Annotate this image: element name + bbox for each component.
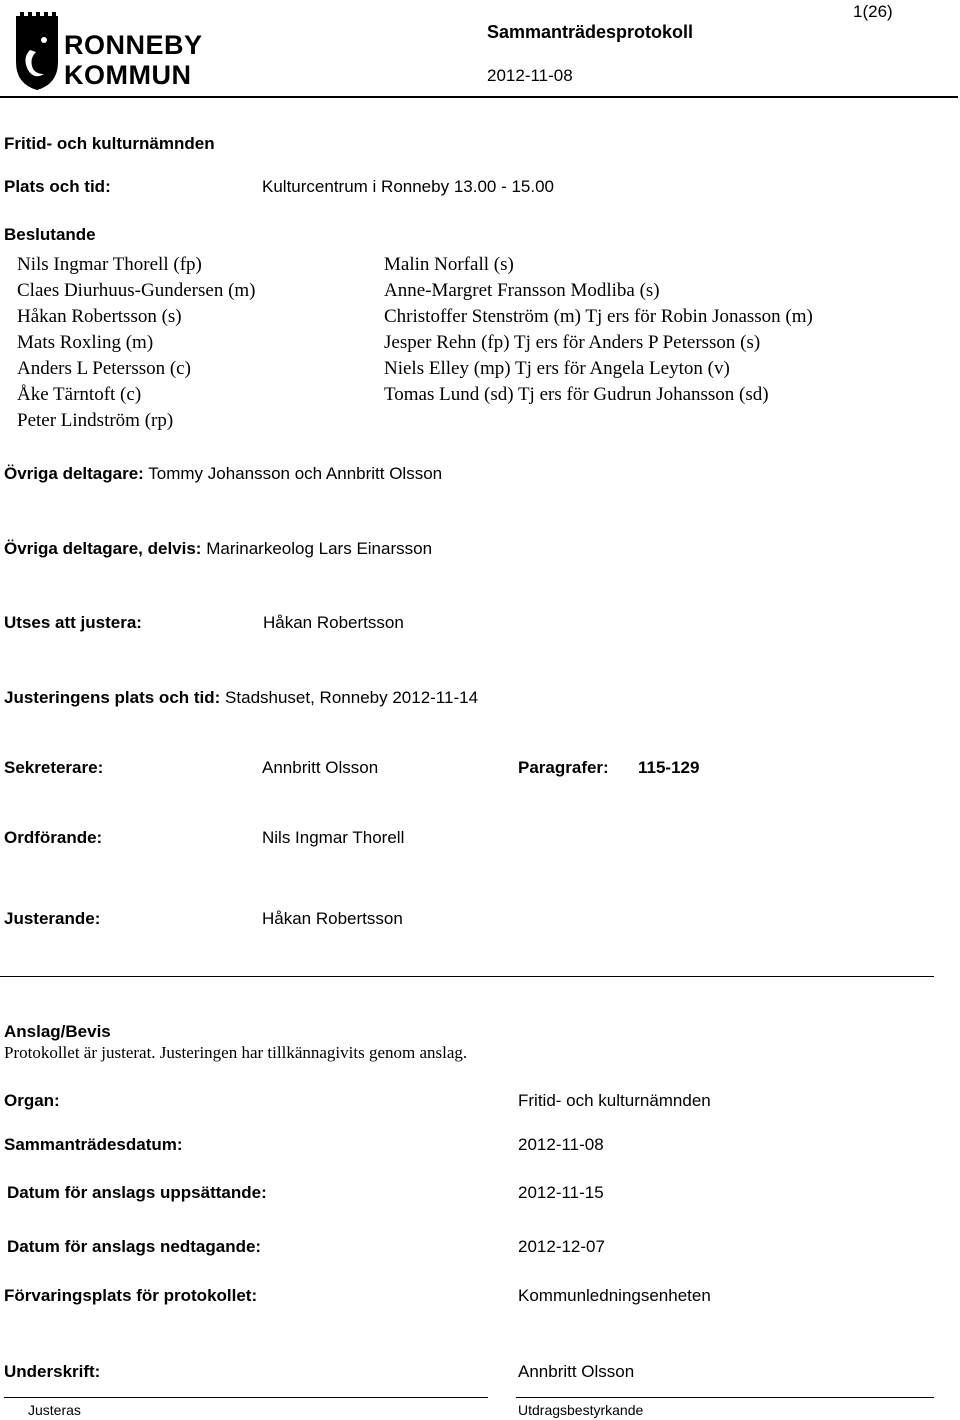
- list-item: Anne-Margret Fransson Modliba (s): [384, 280, 660, 301]
- coat-of-arms-icon: [12, 10, 62, 92]
- appointed-verify-label: Utses att justera:: [4, 613, 142, 632]
- page-number: 1(26): [853, 2, 893, 21]
- meeting-date-label: Sammanträdesdatum:: [4, 1135, 183, 1154]
- secretary-label: Sekreterare:: [4, 758, 104, 777]
- list-item: Anders L Petersson (c): [17, 358, 191, 379]
- logo-line-1: RONNEBY: [64, 30, 203, 60]
- deciding-left-list: [17, 252, 256, 434]
- removed-label: Datum för anslags nedtagande:: [7, 1237, 262, 1256]
- list-item: Tomas Lund (sd) Tj ers för Gudrun Johansson (sd): [384, 384, 769, 405]
- verifier-value: Håkan Robertsson: [262, 909, 403, 928]
- ronneby-logo: [12, 10, 227, 92]
- deciding-heading: Beslutande: [4, 225, 96, 244]
- verification-place-label: Justeringens plats och tid:: [4, 688, 221, 707]
- footer-verify-label: Justeras: [28, 1402, 81, 1418]
- list-item: Åke Tärntoft (c): [17, 384, 142, 405]
- list-item: Nils Ingmar Thorell (fp): [17, 254, 202, 275]
- signature-rule-right: [516, 1397, 934, 1398]
- notice-text: Protokollet är justerat. Justeringen har tillkännagivits genom anslag.: [4, 1043, 468, 1062]
- other-participants-partly-value: Marinarkeolog Lars Einarsson: [206, 539, 433, 558]
- list-item: Malin Norfall (s): [384, 254, 514, 275]
- list-item: Christoffer Stenström (m) Tj ers för Robin Jonasson (m): [384, 306, 813, 327]
- removed-value: 2012-12-07: [518, 1237, 605, 1256]
- verification-place-value: Stadshuset, Ronneby 2012-11-14: [225, 688, 479, 707]
- secretary-value: Annbritt Olsson: [262, 758, 379, 777]
- paragraphs-value: 115-129: [638, 758, 700, 777]
- section-rule: [0, 976, 934, 977]
- verification-place: [4, 688, 478, 708]
- other-participants-label: Övriga deltagare:: [4, 464, 144, 483]
- logo-line-2: KOMMUN: [64, 60, 192, 90]
- list-item: Niels Elley (mp) Tj ers för Angela Leyton (v): [384, 358, 730, 379]
- paragraphs-label: Paragrafer:: [518, 758, 609, 777]
- signature-rule-left: [4, 1397, 488, 1398]
- place-time-label: Plats och tid:: [4, 177, 111, 196]
- list-item: Mats Roxling (m): [17, 332, 154, 353]
- other-participants-partly: [4, 539, 432, 559]
- storage-label: Förvaringsplats för protokollet:: [4, 1286, 258, 1305]
- chair-value: Nils Ingmar Thorell: [262, 828, 405, 847]
- document-date: 2012-11-08: [487, 66, 573, 85]
- deciding-right-list: [384, 252, 813, 408]
- other-participants-partly-label: Övriga deltagare, delvis:: [4, 539, 202, 558]
- signature-value: Annbritt Olsson: [518, 1362, 635, 1381]
- list-item: Peter Lindström (rp): [17, 410, 174, 431]
- list-item: Jesper Rehn (fp) Tj ers för Anders P Petersson (s): [384, 332, 761, 353]
- chair-label: Ordförande:: [4, 828, 103, 847]
- signature-label: Underskrift:: [4, 1362, 101, 1381]
- other-participants-value: Tommy Johansson och Annbritt Olsson: [148, 464, 443, 483]
- notice-heading: Anslag/Bevis: [4, 1022, 111, 1041]
- committee-name: Fritid- och kulturnämnden: [4, 134, 215, 153]
- storage-value: Kommunledningsenheten: [518, 1286, 711, 1305]
- appointed-verify-value: Håkan Robertsson: [263, 613, 404, 632]
- header-rule: [0, 96, 958, 98]
- footer-extract-label: Utdragsbestyrkande: [518, 1402, 644, 1418]
- organ-value: Fritid- och kulturnämnden: [518, 1091, 711, 1110]
- list-item: Håkan Robertsson (s): [17, 306, 182, 327]
- document-type: Sammanträdesprotokoll: [487, 22, 694, 42]
- other-participants: [4, 464, 442, 484]
- meeting-date-value: 2012-11-08: [518, 1135, 604, 1154]
- verifier-label: Justerande:: [4, 909, 101, 928]
- organ-label: Organ:: [4, 1091, 60, 1110]
- list-item: Claes Diurhuus-Gundersen (m): [17, 280, 256, 301]
- posted-label: Datum för anslags uppsättande:: [7, 1183, 267, 1202]
- posted-value: 2012-11-15: [518, 1183, 604, 1202]
- place-time-value: Kulturcentrum i Ronneby 13.00 - 15.00: [262, 177, 555, 196]
